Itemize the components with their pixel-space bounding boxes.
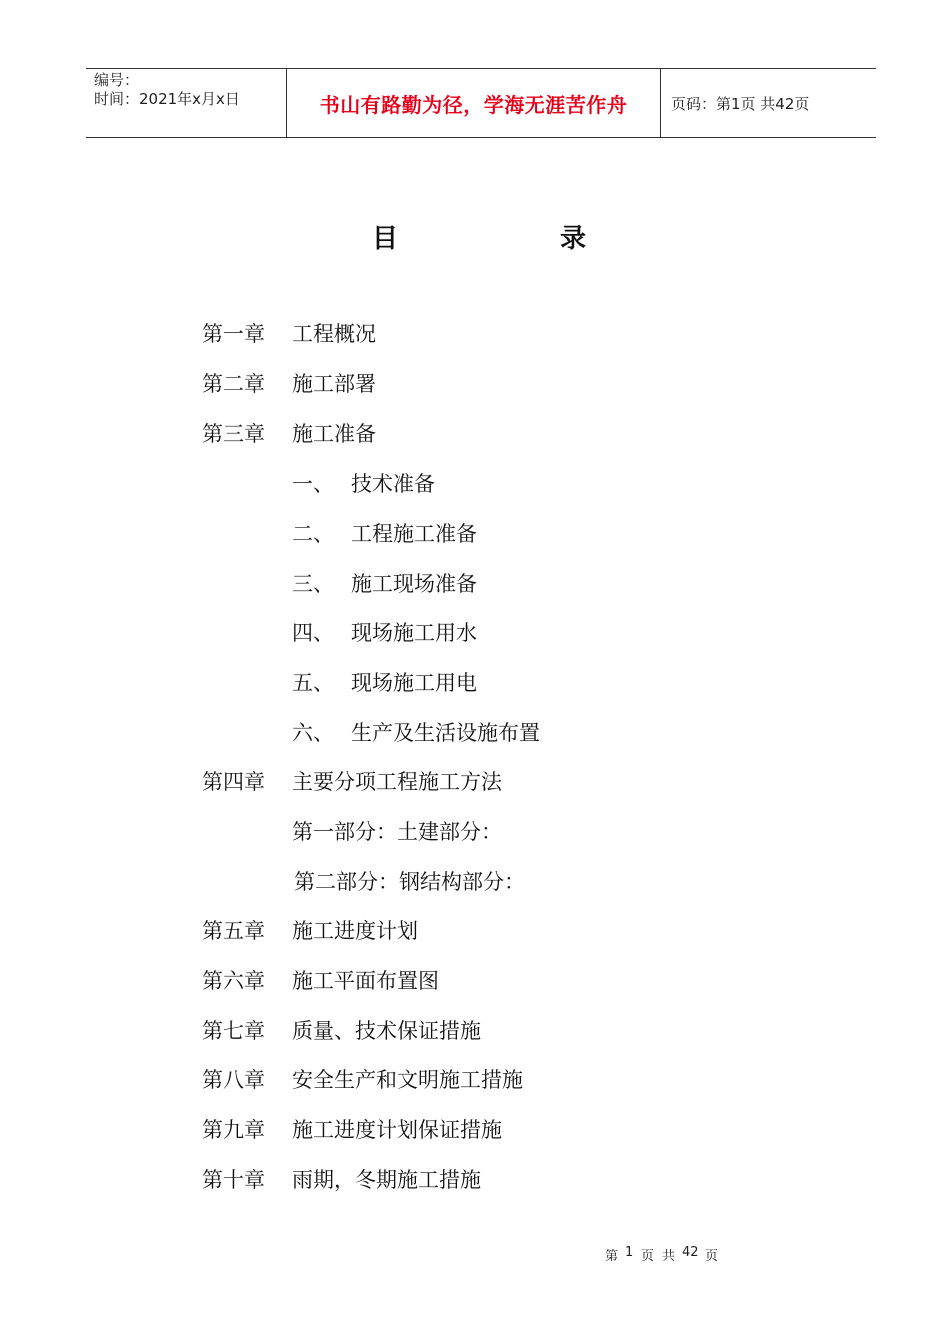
- toc-item-text: 施工现场准备: [351, 572, 477, 596]
- toc-item[interactable]: [202, 1165, 481, 1195]
- serial-label: 编号：: [94, 71, 140, 89]
- toc-item-number: 六、: [292, 721, 334, 745]
- toc-item[interactable]: [202, 1016, 481, 1046]
- toc-item-text: 主要分项工程施工方法: [292, 770, 502, 794]
- toc-item[interactable]: [202, 916, 418, 946]
- toc-subitem[interactable]: [292, 718, 540, 748]
- toc-item-text: 安全生产和文明施工措施: [292, 1068, 523, 1092]
- toc-item-number: 第四章: [202, 770, 265, 794]
- title-char-1: 目: [372, 224, 399, 254]
- toc-item-text: 施工进度计划保证措施: [292, 1118, 502, 1142]
- footer-ye-2: 页: [705, 1249, 719, 1264]
- toc-item-number: 第二章: [202, 372, 265, 396]
- toc-item-text: 工程施工准备: [351, 522, 477, 546]
- header-motto: 书山有路勤为径，学海无涯苦作舟: [287, 69, 661, 137]
- toc-item-number: 第六章: [202, 969, 265, 993]
- toc-item-number: 第三章: [202, 422, 265, 446]
- toc-item-number: 二、: [292, 522, 334, 546]
- toc-item-text: 现场施工用水: [351, 621, 477, 645]
- page-header: [86, 68, 876, 138]
- toc-item-number: 第一章: [202, 322, 265, 346]
- toc-item-number: 第九章: [202, 1118, 265, 1142]
- toc-subitem[interactable]: [292, 668, 477, 698]
- toc-item-number: 第七章: [202, 1019, 265, 1043]
- footer-page-number: 1: [625, 1245, 634, 1260]
- toc-item[interactable]: [202, 767, 502, 797]
- toc-item-text: 生产及生活设施布置: [351, 721, 540, 745]
- header-meta: [86, 69, 287, 137]
- toc-item-text: 工程概况: [292, 322, 376, 346]
- toc-subitem[interactable]: [294, 867, 525, 897]
- footer-di: 第: [605, 1249, 619, 1264]
- toc-item[interactable]: [202, 966, 439, 996]
- toc-item-number: 一、: [292, 472, 334, 496]
- toc-item-text: 第二部分：钢结构部分：: [294, 870, 525, 894]
- toc-subitem[interactable]: [292, 618, 477, 648]
- toc-item-number: 四、: [292, 621, 334, 645]
- toc-item-text: 第一部分：土建部分：: [292, 820, 502, 844]
- toc-item[interactable]: [202, 419, 376, 449]
- toc-item[interactable]: [202, 1115, 502, 1145]
- toc-item-text: 质量、技术保证措施: [292, 1019, 481, 1043]
- page-title: [0, 218, 950, 258]
- header-page-info: 页码：第1页 共42页: [671, 94, 810, 113]
- toc-item-text: 技术准备: [351, 472, 435, 496]
- footer-gong: 共: [662, 1249, 676, 1264]
- time-label: 时间：2021年x月x日: [94, 90, 240, 108]
- toc-item-text: 施工平面布置图: [292, 969, 439, 993]
- toc-item-number: 第十章: [202, 1168, 265, 1192]
- toc-item-number: 第五章: [202, 919, 265, 943]
- toc-item[interactable]: [202, 369, 376, 399]
- toc-item-number: 五、: [292, 671, 334, 695]
- toc-subitem[interactable]: [292, 569, 477, 599]
- toc-item-text: 施工进度计划: [292, 919, 418, 943]
- toc-item-text: 现场施工用电: [351, 671, 477, 695]
- footer-ye: 页: [641, 1249, 655, 1264]
- footer-total-pages: 42: [682, 1245, 699, 1260]
- toc-item[interactable]: [202, 319, 376, 349]
- toc-subitem[interactable]: [292, 469, 435, 499]
- toc-subitem[interactable]: [292, 519, 477, 549]
- toc-subitem[interactable]: [292, 817, 502, 847]
- toc-item-text: 雨期，冬期施工措施: [292, 1168, 481, 1192]
- toc-item-text: 施工部署: [292, 372, 376, 396]
- title-char-2: 录: [560, 224, 587, 254]
- toc-item-text: 施工准备: [292, 422, 376, 446]
- toc-item-number: 第八章: [202, 1068, 265, 1092]
- toc-item[interactable]: [202, 1065, 523, 1095]
- toc-item-number: 三、: [292, 572, 334, 596]
